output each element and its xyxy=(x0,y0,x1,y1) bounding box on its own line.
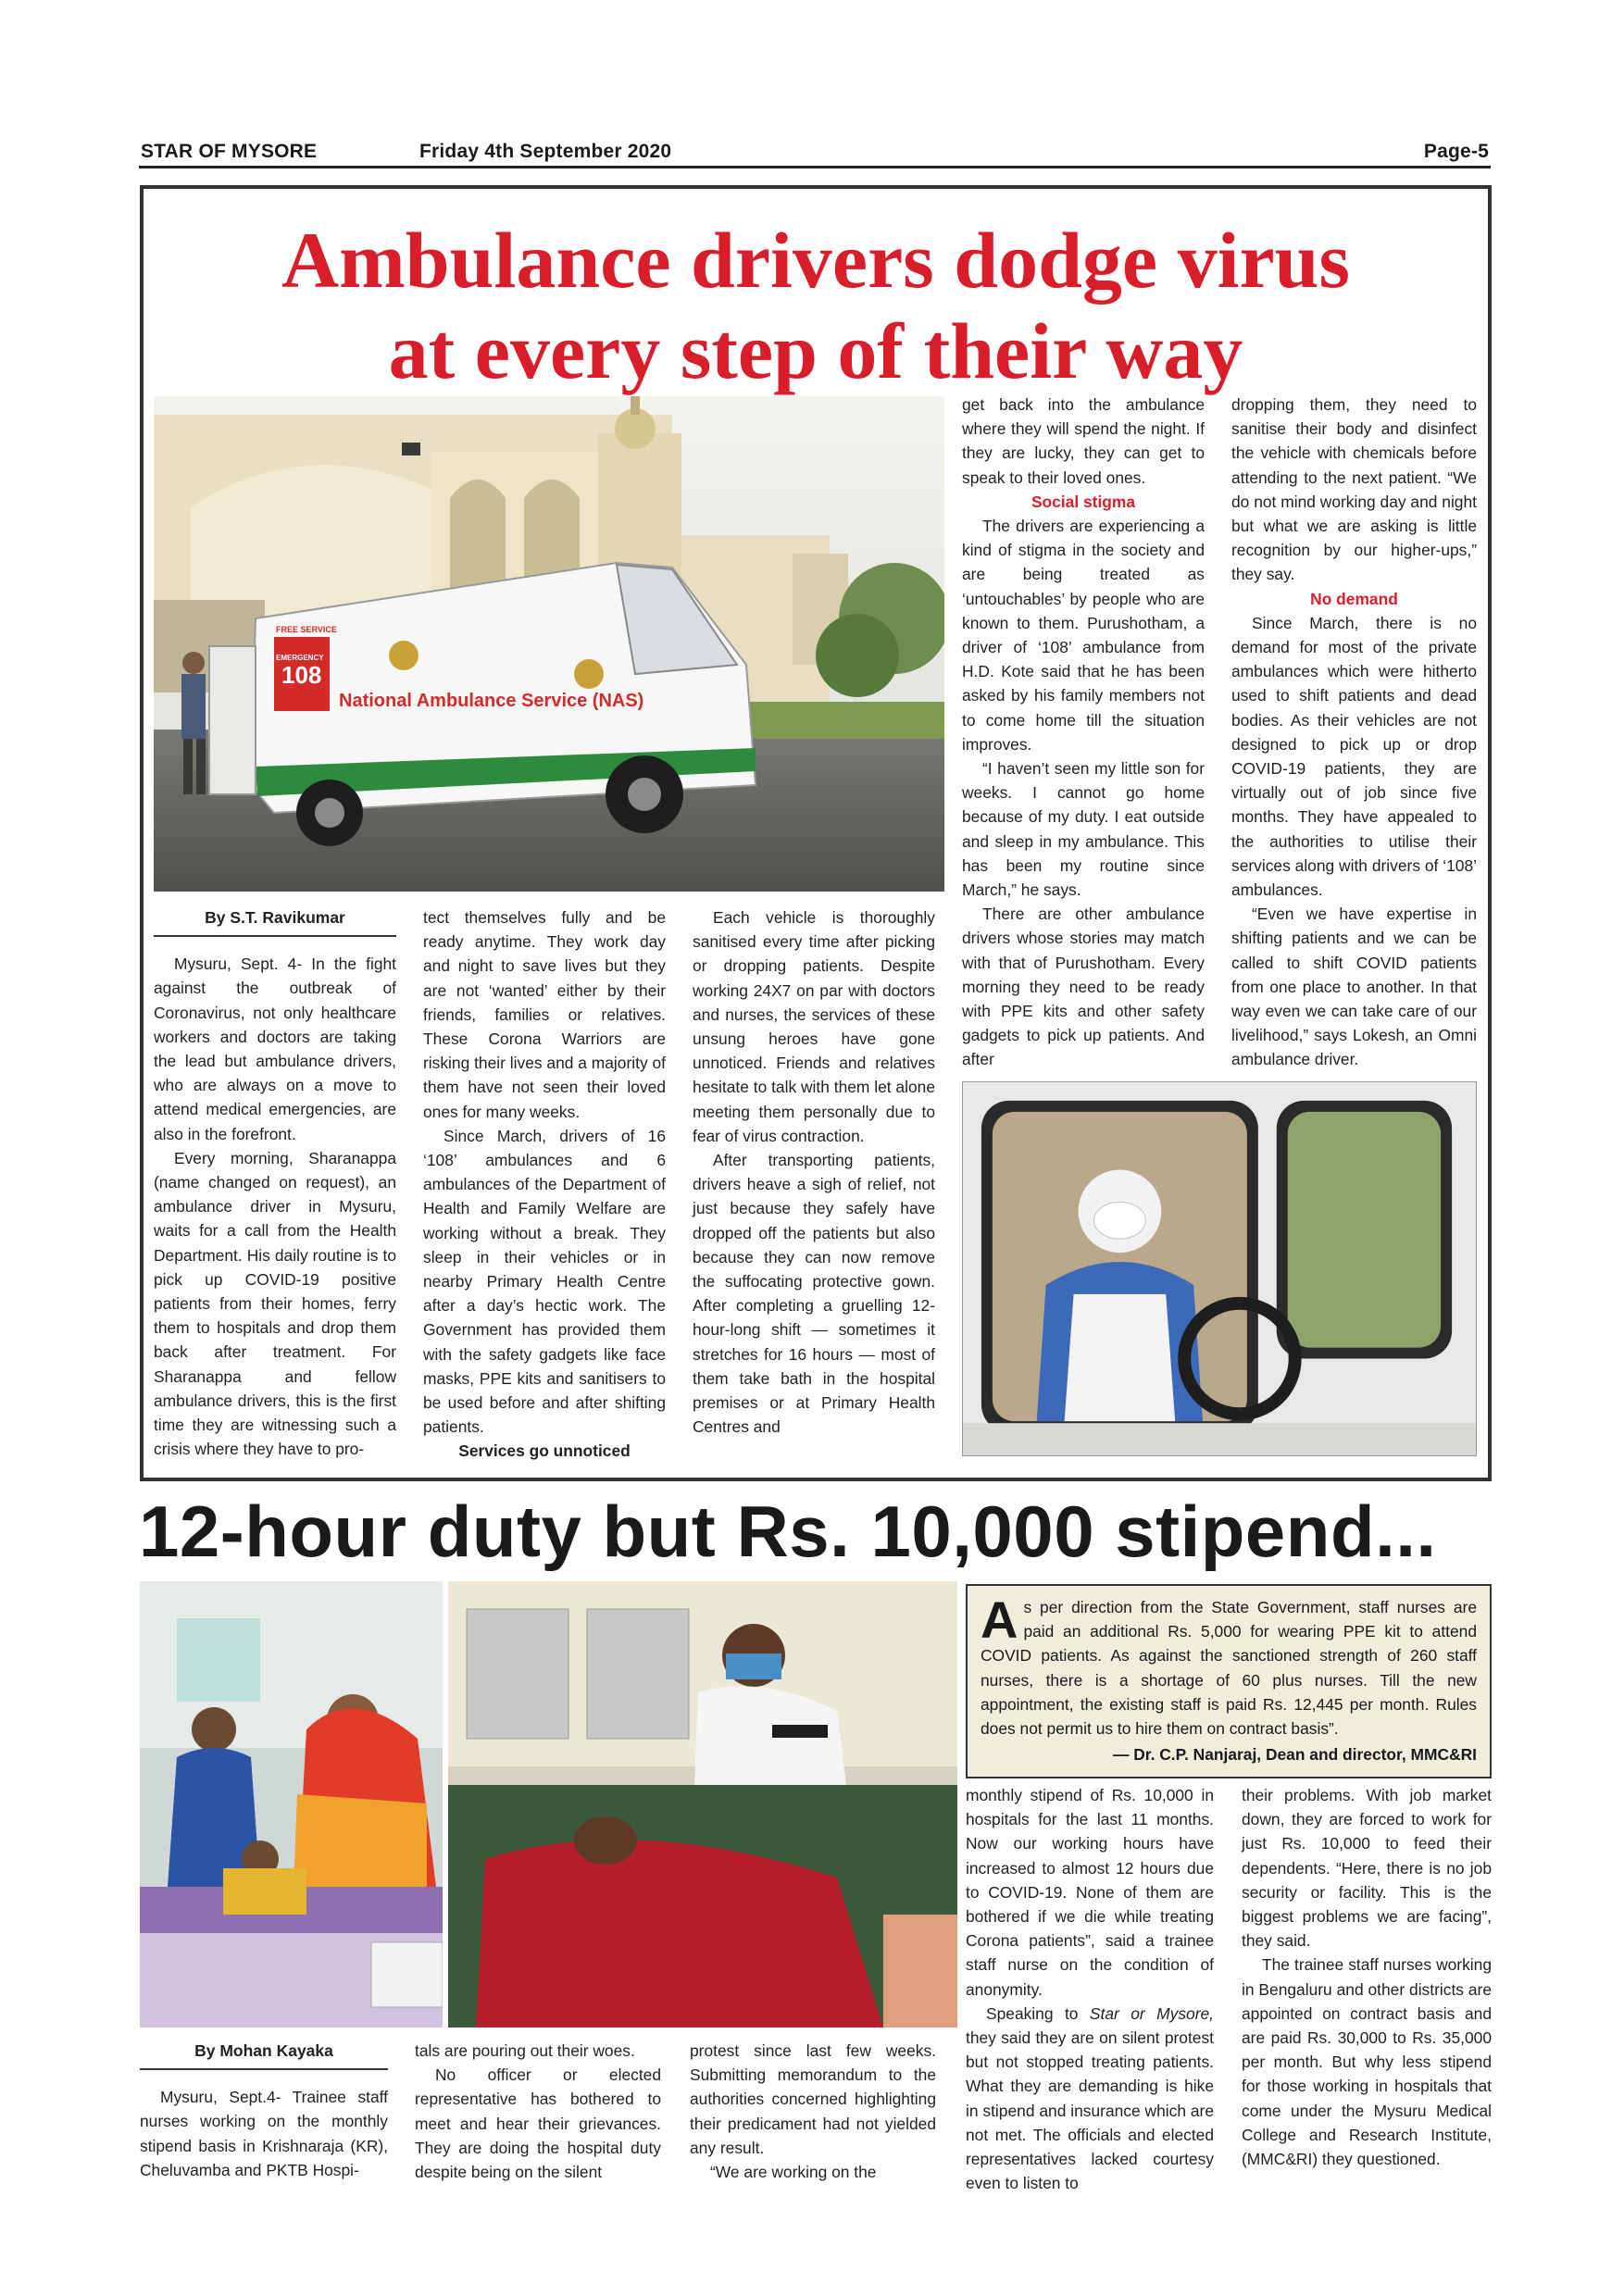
story1-column-1 xyxy=(154,905,396,1461)
dean-quote-box xyxy=(966,1584,1492,1778)
story1-headline xyxy=(144,215,1488,396)
headline-line-1: Ambulance drivers dodge virus xyxy=(281,216,1350,305)
story2-col2-para: No officer or elected representative has bothered to meet and hear their grievances. They are doing the hospital duty despite being on the silent xyxy=(415,2065,661,2182)
nurse-ward-photo-2 xyxy=(448,1581,957,2028)
story1-col5-para-1: Since March, there is no demand for most of the private ambulances which were hitherto used to shift patients and dead bodies. As their vehicles are not designed to pick up or drop COVID-19 patients, they are virtually out of job since five months. They have appealed to the authorities to utilise their services along with drivers of ‘108’ ambulances. xyxy=(1231,613,1477,900)
page-number: Page-5 xyxy=(1423,141,1489,162)
story2-headline: 12-hour duty but Rs. 10,000 stipend... xyxy=(139,1491,1437,1572)
story1-col2-para-1: tect themselves fully and be ready anytime. They work day and night to save lives but they are not ‘wanted’ either by their friends, families or relatives. These Corona Warriors are risking their lives and a majority of them have not seen their loved ones for many weeks. xyxy=(423,908,666,1121)
col4-text-after: they said they are on silent protest but not stopped treating patients. What they are demanding is hike in stipend and insurance which are not met. The officials and elected representatives lacked courtesy even to listen to xyxy=(966,2028,1214,2193)
story2-column-2 xyxy=(415,2039,661,2184)
quote-attribution: — Dr. C.P. Nanjaraj, Dean and director, MMC&RI xyxy=(1113,1745,1477,1765)
story2-col5-lead: their problems. With job market down, they are forced to work for just Rs. 10,000 to feed their dependents. “Here, there is no job security or facility. This is the biggest problems we are facing”, they said. xyxy=(1242,1786,1492,1951)
subhead-no-demand: No demand xyxy=(1310,589,1398,608)
story2-col5-para: The trainee staff nurses working in Bengaluru and other districts are appointed on contract basis and are paid Rs. 30,000 to Rs. 35,000 per month. But why less stipend for those working in hospitals that come under the Mysuru Medical College and Research Institute, (MMC&RI) they questioned. xyxy=(1242,1955,1492,2169)
story1-column-3 xyxy=(693,905,935,1439)
story1-col1-para-1: Mysuru, Sept. 4- In the fight against the outbreak of Coronavirus, not only healthcare workers and doctors are taking the lead but ambulance drivers, who are always on a move to attend medical emergencies, are also in the forefront. xyxy=(154,955,396,1143)
driver-photo xyxy=(962,1081,1477,1456)
col4-text-italic: Star or Mysore, xyxy=(1089,2003,1214,2023)
ambulance-emergency: EMERGENCY xyxy=(276,654,324,662)
ambulance-photo xyxy=(154,396,944,892)
story1-col4-lead: get back into the ambulance where they will spend the night. If they are lucky, they can get to speak to their loved ones. xyxy=(962,395,1205,487)
quote-text: s per direction from the State Government, staff nurses are paid an additional Rs. 5,000 for wearing PPE kit to attend COVID patients. As against the sanctioned strength of 260 staff nurses, there is a shortage of 60 plus nurses. Till the new appointment, the existing staff is paid Rs. 12,445 per month. Rules does not permit us to hire them on contract basis”. xyxy=(981,1598,1477,1739)
story2-col1-para: Mysuru, Sept.4- Trainee staff nurses working on the monthly stipend basis in Krishnaraja (KR), Cheluvamba and PKTB Hospi- xyxy=(140,2088,388,2179)
col4-text-before: Speaking to xyxy=(986,2003,1090,2023)
story2-column-3 xyxy=(690,2039,936,2184)
story2-col3-para: “We are working on the xyxy=(710,2163,877,2182)
story1-col1-para-2: Every morning, Sharanappa (name changed on request), an ambulance driver in Mysuru, waits for a call from the Health Department. His daily routine is to pick up COVID-19 positive patients from their homes, ferry them to hospitals and drop them back after treatment. For Sharanappa and fellow ambulance drivers, this is the first time they are witnessing such a crisis where they have to pro- xyxy=(154,1148,396,1459)
story1-byline: By S.T. Ravikumar xyxy=(154,905,396,937)
story1-col5-lead: dropping them, they need to sanitise their body and disinfect the vehicle with chemicals before attending to the next patient. “We do not mind working day and night but what we are asking is little recognition by our higher-ups,” they say. xyxy=(1231,395,1477,584)
story1-col5-para-2: “Even we have expertise in shifting patients and we can be called to shift COVID patients from one place to another. In that way even we can take care of our livelihood,” says Lokesh, an Omni ambulance driver. xyxy=(1231,905,1477,1069)
ambulance-service-name: National Ambulance Service (NAS) xyxy=(339,691,644,711)
headline-line-2: at every step of their way xyxy=(388,306,1243,395)
issue-date: Friday 4th September 2020 xyxy=(419,141,672,162)
story2-col2-lead: tals are pouring out their woes. xyxy=(415,2041,635,2060)
story2-column-4 xyxy=(966,1783,1214,2195)
masthead xyxy=(139,139,1491,168)
story2-col4-para xyxy=(966,2002,1214,2196)
story1-col4-para-3: There are other ambulance drivers whose stories may match with that of Purushotham. Every morning they need to be ready with PPE kits and other safety gadgets to pick up patients. And after xyxy=(962,905,1205,1069)
story1-col2-para-2: Since March, drivers of 16 ‘108’ ambulances and 6 ambulances of the Department of Health and Family Welfare are working without a break. They sleep in their vehicles or in nearby Primary Health Centre after a day’s hectic work. The Government has provided them with the safety gadgets like face masks, PPE kits and sanitisers to be used before and after shifting patients. xyxy=(423,1126,666,1437)
quote-dropcap: A xyxy=(981,1591,1018,1649)
story1-col3-para-1: Each vehicle is thoroughly sanitised every time after picking or dropping patients. Despite working 24X7 on par with doctors and nurses, the services of these unsung heroes have gone unnoticed. Friends and relatives hesitate to talk with them let alone meeting them personally due to fear of virus contraction. xyxy=(693,908,935,1145)
paper-name: STAR OF MYSORE xyxy=(141,141,318,162)
story2-col3-lead: protest since last few weeks. Submitting memorandum to the authorities concerned highlighting their predicament had not yielded any result. xyxy=(690,2041,936,2157)
story2-byline: By Mohan Kayaka xyxy=(140,2039,388,2070)
story2-column-5 xyxy=(1242,1783,1492,2171)
nurse-ward-photo-1 xyxy=(140,1581,443,2028)
story1-column-2 xyxy=(423,905,666,1464)
story2-col4-lead: monthly stipend of Rs. 10,000 in hospitals for the last 11 months. Now our working hours have increased to almost 12 hours due to COVID-19. None of them are bothered if we die while treating Corona patients”, said a trainee staff nurse on the condition of anonymity. xyxy=(966,1786,1214,1999)
ambulance-free-service: FREE SERVICE xyxy=(276,625,337,634)
story2-column-1 xyxy=(140,2039,388,2182)
subhead-social-stigma: Social stigma xyxy=(1031,492,1136,511)
story1-col4-para-2: “I haven’t seen my little son for weeks. I cannot go home because of my duty. I eat outside and sleep in my ambulance. This has been my routine since March,” he says. xyxy=(962,759,1205,900)
ambulance-number: 108 xyxy=(281,661,322,689)
story1-column-4 xyxy=(962,393,1205,1072)
story1-col4-para-1: The drivers are experiencing a kind of stigma in the society and are being treated as ‘untouchables’ by people who are known to them. Purushotham, a driver of ‘108’ ambulance from H.D. Kote said that he has been asked by his family members not to come home till the situation improves. xyxy=(962,517,1205,754)
story1-col3-para-2: After transporting patients, drivers heave a sigh of relief, not just because they safely have dropped off the patients but also because they can now remove the suffocating protective gown. After completing a gruelling 12-hour-long shift — sometimes it stretches for 16 hours — most of them take bath in the hospital premises or at Primary Health Centres and xyxy=(693,1151,935,1437)
story1-column-5 xyxy=(1231,393,1477,1072)
subhead-services-go-unnoticed: Services go unnoticed xyxy=(458,1441,631,1461)
